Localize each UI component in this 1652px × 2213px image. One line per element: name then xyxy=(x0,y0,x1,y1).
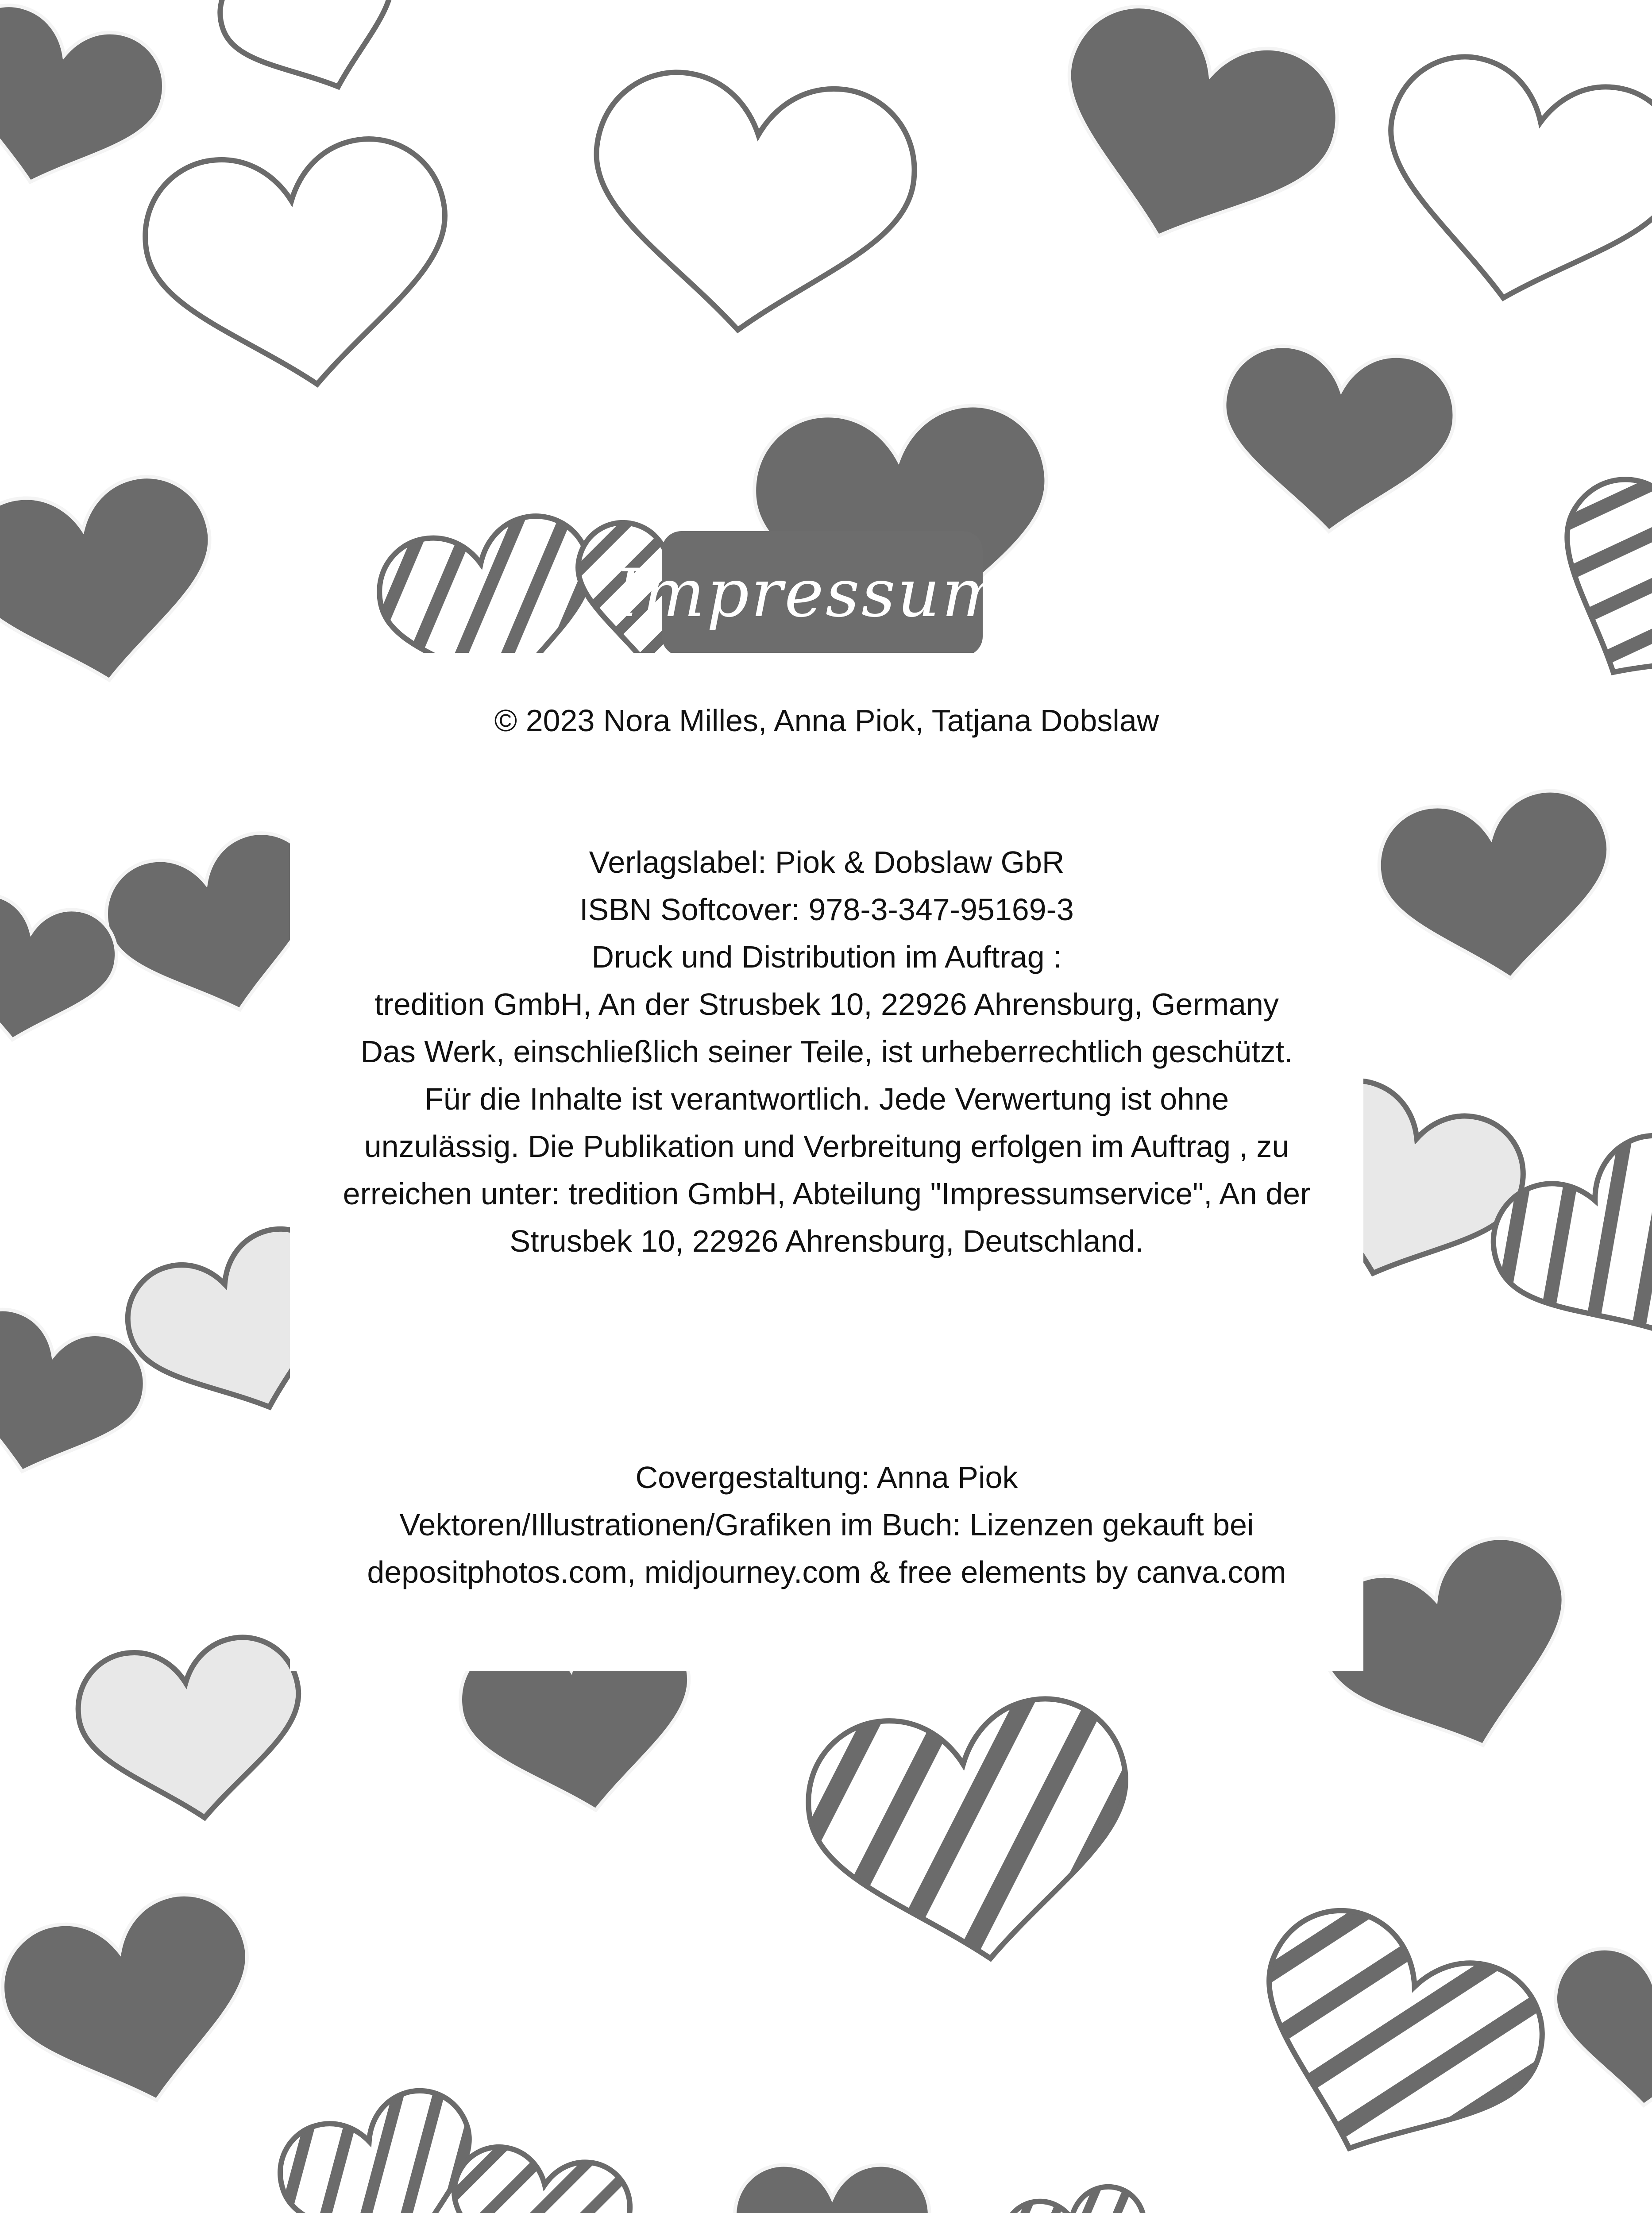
heart-icon xyxy=(1547,1944,1652,2113)
page-title: Impressum: xyxy=(614,555,1031,632)
heart-icon xyxy=(1028,0,1355,278)
heart-icon xyxy=(71,1630,314,1833)
heart-icon xyxy=(0,467,232,702)
heart-icon xyxy=(1218,1889,1564,2201)
publisher-line: Druck und Distribution im Auftrag : xyxy=(591,940,1062,974)
publisher-info xyxy=(290,839,1363,1265)
heart-icon xyxy=(579,65,922,347)
credit-line: Covergestaltung: Anna Piok xyxy=(635,1460,1018,1495)
heart-icon xyxy=(798,1689,1148,1981)
heart-icon xyxy=(1371,783,1625,995)
heart-icon xyxy=(135,129,467,405)
publisher-line: Strusbek 10, 22926 Ahrensburg, Deutschland. xyxy=(509,1224,1144,1258)
heart-icon xyxy=(208,0,421,117)
publisher-line: unzulässig. Die Publikation und Verbreitung erfolgen im Auftrag , zu xyxy=(364,1129,1289,1164)
heart-icon xyxy=(0,1881,277,2130)
heart-icon xyxy=(997,2180,1159,2213)
publisher-line: Für die Inhalte ist verantwortlich. Jede Verwertung ist ohne xyxy=(424,1082,1229,1116)
publisher-line: Das Werk, einschließlich seiner Teile, ist urheberrechtlich geschützt. xyxy=(360,1034,1293,1069)
title-banner xyxy=(614,531,1031,656)
publisher-line: erreichen unter: tredition GmbH, Abteilung "Impressumservice", An der xyxy=(343,1176,1311,1211)
credits-info xyxy=(290,1454,1363,1596)
heart-icon xyxy=(735,2165,930,2213)
heart-icon xyxy=(0,0,176,209)
publisher-line: ISBN Softcover: 978-3-347-95169-3 xyxy=(579,892,1074,927)
credit-line: depositphotos.com, midjourney.com & free elements by canva.com xyxy=(367,1555,1286,1589)
imprint-panel xyxy=(290,653,1363,1671)
heart-icon xyxy=(1513,458,1652,730)
heart-icon xyxy=(1360,43,1652,328)
credit-line: Vektoren/Illustrationen/Grafiken im Buch: Lizenzen gekauft bei xyxy=(399,1507,1254,1542)
copyright-line: © 2023 Nora Milles, Anna Piok, Tatjana Dobslaw xyxy=(494,703,1159,738)
heart-icon xyxy=(1214,341,1459,541)
publisher-line: Verlagslabel: Piok & Dobslaw GbR xyxy=(589,845,1065,879)
publisher-line: tredition GmbH, An der Strusbek 10, 22926 Ahrensburg, Germany xyxy=(374,987,1279,1022)
